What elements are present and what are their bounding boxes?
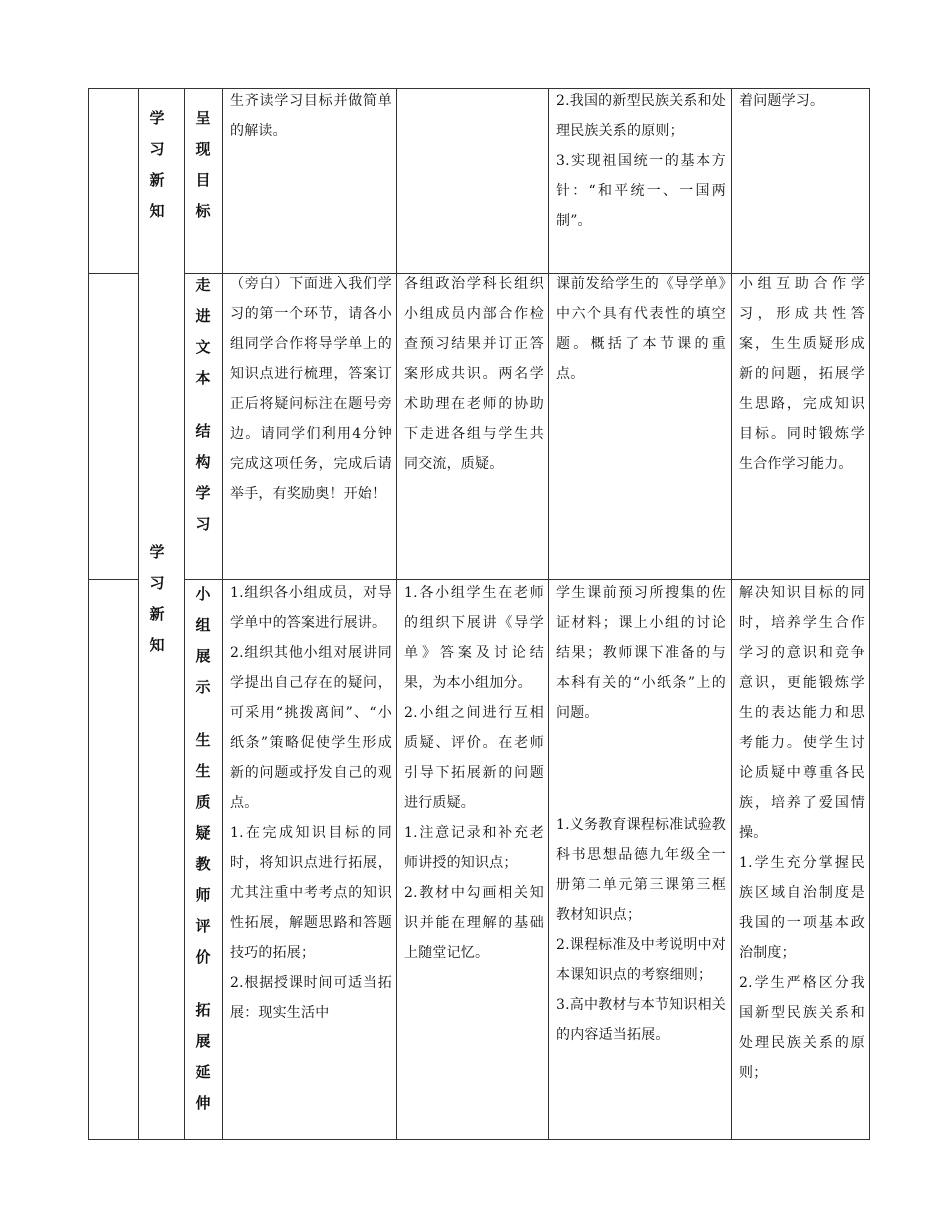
row2-teacher-activity: （旁白）下面进入我们学习的第一个环节，请各小组同学合作将导学单上的知识点进行梳理，答案订正后将疑问标注在题号旁边。请同学们利用4分钟完成这项任务，完成后请举手，有奖励奥！开始！ xyxy=(230,276,392,502)
row3-design-intent: 解决知识目标的同时，培养学生合作学习的意识和竞争意识，更能锻炼学生的表达能力和思考能力。使学生讨论质疑中尊重各民族，培养了爱国情操。 1.学生充分掌握民族区域自治制度是我国的一项基本政治制度； 2.学生严格区分我国新型民族关系和处理民族关系的原则； xyxy=(739,585,865,1081)
row2-design-intent: 小组互助合作学习，形成共性答案，生生质疑形成新的问题，拓展学生思路，完成知识目标。同时锻炼学生合作学习能力。 xyxy=(739,276,865,472)
table-border-bottom xyxy=(88,1139,870,1140)
table-col-line-6 xyxy=(731,88,732,1140)
row-line-1-left xyxy=(88,273,139,274)
table-col-line-3 xyxy=(222,88,223,1140)
row-line-2-left xyxy=(88,579,139,580)
table-col-line-1 xyxy=(138,88,139,1140)
row3-teacher-activity: 1.组织各小组成员，对导学单中的答案进行展讲。 2.组织其他小组对展讲同学提出自己存在的疑问，可采用“挑拨离间”、“小纸条”策略促使学生形成新的问题或抒发自己的观点。 1.在完成知识目标的同时，将知识点进行拓展，尤其注重中考考点的知识性拓展，解题思路和答题技巧的拓展； 2.根据授课时间可适当拓展：现实生活中 xyxy=(230,585,392,1021)
table-col-line-2 xyxy=(184,88,185,1140)
row3-resources-bottom: 1.义务教育课程标准试验教科书思想品德九年级全一册第二单元第三课第三框教材知识点； 2.课程标准及中考说明中对本课知识点的考察细则； 3.高中教材与本节知识相关的内容适当拓展。 xyxy=(556,817,726,1043)
row2-resources: 课前发给学生的《导学单》中六个具有代表性的填空题。概括了本节课的重点。 xyxy=(556,276,726,382)
table-col-line-7 xyxy=(869,88,870,1140)
row1-teacher-activity: 生齐读学习目标并做简单的解读。 xyxy=(230,93,392,139)
table-col-line-0 xyxy=(88,88,89,1140)
row1-resources: 2.我国的新型民族关系和处理民族关系的原则； 3.实现祖国统一的基本方针：“和平统一、一国两制”。 xyxy=(556,93,726,229)
table-col-line-5 xyxy=(548,88,549,1140)
row3-resources-top: 学生课前预习所搜集的佐证材料；课上小组的讨论结果；教师课下准备的与本科有关的“小纸条”上的问题。 xyxy=(556,585,726,721)
stage-label-mid: 学 习 新 知 xyxy=(149,543,165,654)
row2-step-label: 走 进 文 本 结 构 学 习 xyxy=(195,276,211,533)
row2-student-activity: 各组政治学科长组织小组成员内部合作检查预习结果并订正答案形成共识。两名学术助理在老师的协助下走进各组与学生共同交流，质疑。 xyxy=(404,276,544,472)
row1-step-label: 呈 现 目 标 xyxy=(195,109,211,220)
row3-student-activity: 1.各小组学生在老师的组织下展讲《导学单》答案及讨论结果，为本小组加分。 2.小组之间进行互相质疑、评价。在老师引导下拓展新的问题进行质疑。 1.注意记录和补充老师讲授的知识点； 2.教材中勾画相关知识并能在理解的基础上随堂记忆。 xyxy=(404,585,544,961)
stage-label-top: 学 习 新 知 xyxy=(149,109,165,220)
row3-step-label: 小 组 展 示 生 生 质 疑 教 师 评 价 拓 展 延 伸 xyxy=(195,585,211,1112)
row1-design-intent: 着问题学习。 xyxy=(739,93,825,109)
table-col-line-4 xyxy=(396,88,397,1140)
